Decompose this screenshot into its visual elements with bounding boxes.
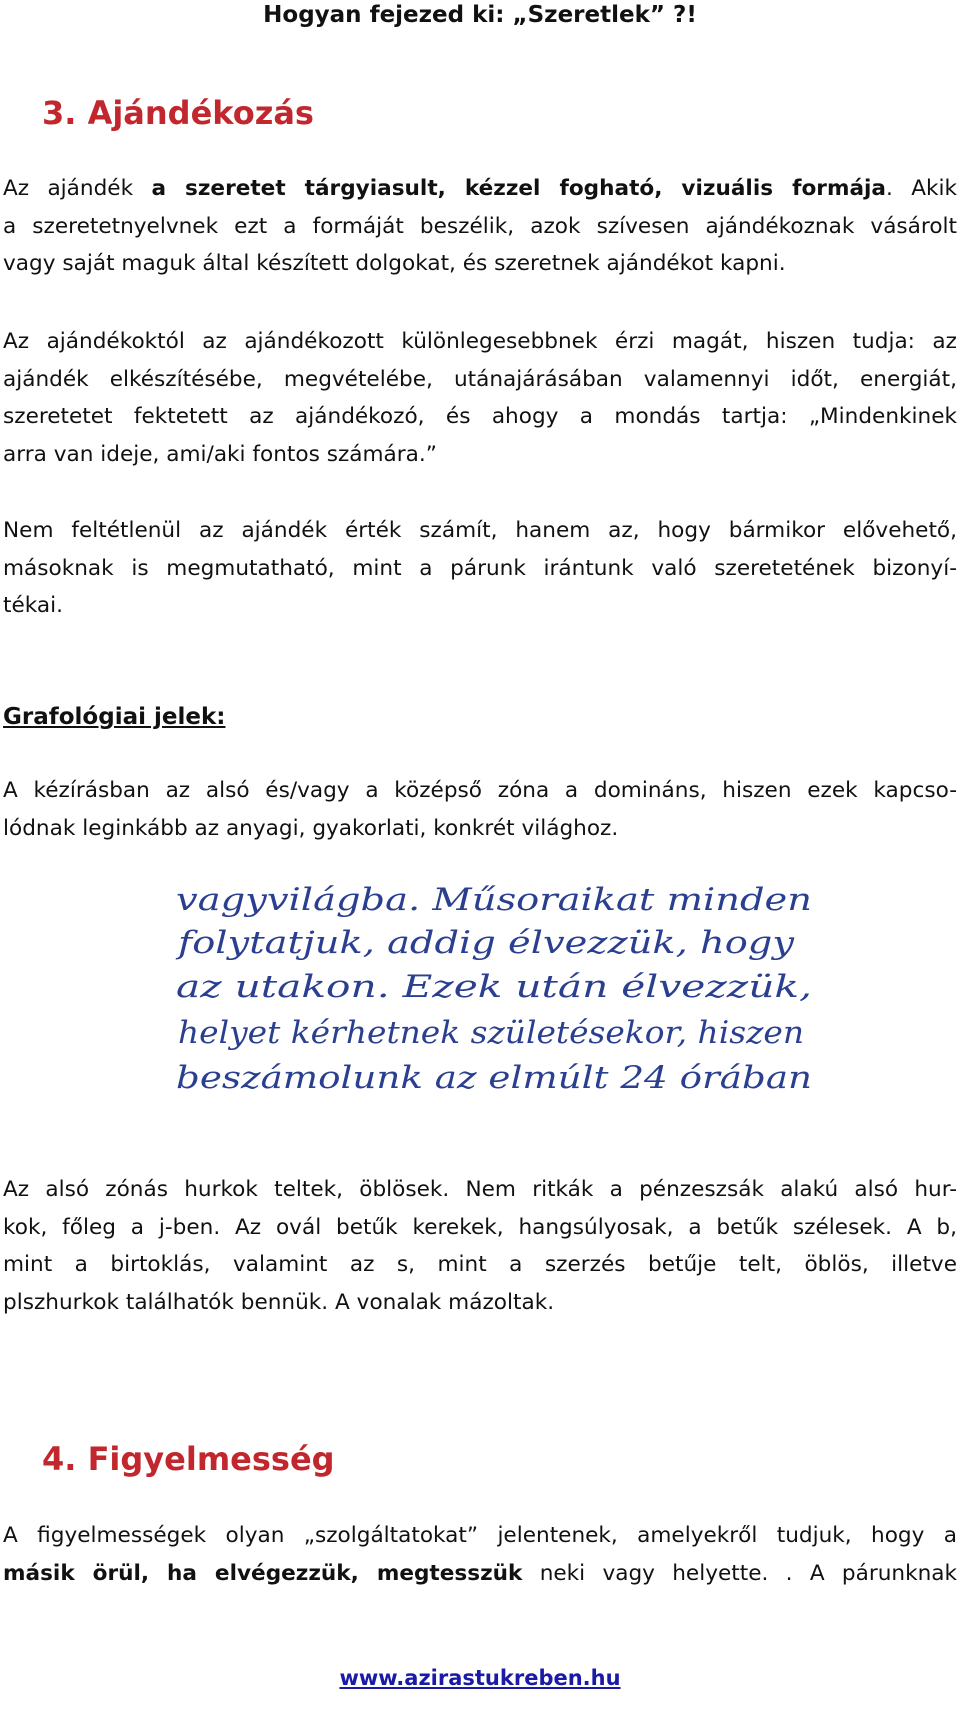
footer-website-link[interactable]: www.azirastukreben.hu — [339, 1666, 621, 1690]
paragraph-line: A kézírásban az alsó és/vagy a középső zóna a domináns, hiszen ezek kapcso- — [3, 778, 957, 803]
paragraph-line: másoknak is megmutatható, mint a párunk irántunk való szeretetének bizonyí- — [3, 555, 957, 581]
handwriting-line: folytatjuk, addig élvezzük, hogy — [175, 925, 795, 961]
paragraph-line: plszhurkok találhatók bennük. A vonalak mázoltak. — [3, 1289, 555, 1315]
section-heading-ajandekozas: 3. Ajándékozás — [42, 94, 314, 132]
paragraph-line: Az ajándékoktól az ajándékozott különlegesebbnek érzi magát, hiszen tudja: az — [3, 329, 957, 354]
paragraph-ajandek-intro — [3, 170, 957, 283]
paragraph-line: tékai. — [3, 593, 63, 618]
handwriting-line: az utakon. Ezek után élvezzük, — [176, 969, 812, 1005]
handwriting-sample-image — [172, 880, 822, 1098]
paragraph-line: lódnak leginkább az anyagi, gyakorlati, konkrét világhoz. — [3, 815, 619, 841]
subheading-grafologiai-jelek: Grafológiai jelek: — [3, 704, 226, 730]
paragraph-line: Az ajándék a szeretet tárgyiasult, kézzel fogható, vizuális formája. Akik — [3, 176, 957, 201]
handwriting-line: vagyvilágba. Műsoraikat minden — [176, 882, 812, 918]
paragraph-line: A figyelmességek olyan „szolgáltatokat” jelentenek, amelyekről tudjuk, hogy a — [3, 1523, 957, 1548]
paragraph-line: kok, főleg a j-ben. Az ovál betűk kerekek, hangsúlyosak, a betűk szélesek. A b, — [3, 1214, 957, 1240]
paragraph-line: másik örül, ha elvégezzük, megtesszük neki vagy helyette. . A párunknak — [3, 1560, 957, 1586]
paragraph-line: Nem feltétlenül az ajándék érték számít, hanem az, hogy bármikor elővehető, — [3, 518, 957, 543]
paragraph-also-zonas — [3, 1171, 957, 1321]
paragraph-ajandekozott — [3, 323, 957, 473]
paragraph-kezirasban — [3, 772, 957, 847]
paragraph-line: szeretetet fektetett az ajándékozó, és ahogy a mondás tartja: „Mindenkinek — [3, 404, 957, 429]
paragraph-line: ajándék elkészítésébe, megvételébe, utánajárásában valamennyi időt, energiát, — [3, 366, 957, 392]
paragraph-line: mint a birtoklás, valamint az s, mint a szerzés betűje telt, öblös, illetve — [3, 1252, 957, 1277]
paragraph-figyelmessegek — [3, 1517, 957, 1592]
paragraph-line: vagy saját maguk által készített dolgokat, és szeretnek ajándékot kapni. — [3, 251, 786, 276]
paragraph-ertek — [3, 512, 957, 625]
paragraph-line: a szeretetnyelvnek ezt a formáját beszélik, azok szívesen ajándékoznak vásárolt — [3, 213, 957, 239]
paragraph-line: Az alsó zónás hurkok teltek, öblösek. Nem ritkák a pénzeszsák alakú alsó hur- — [3, 1177, 957, 1202]
section-heading-figyelmesseg: 4. Figyelmesség — [42, 1440, 335, 1478]
handwriting-line: beszámolunk az elmúlt 24 órában — [176, 1060, 812, 1096]
handwriting-line: helyet kérhetnek születésekor, hiszen — [178, 1015, 804, 1051]
page-header-title: Hogyan fejezed ki: „Szeretlek” ?! — [263, 2, 697, 28]
paragraph-line: arra van ideje, ami/aki fontos számára.” — [3, 441, 437, 467]
